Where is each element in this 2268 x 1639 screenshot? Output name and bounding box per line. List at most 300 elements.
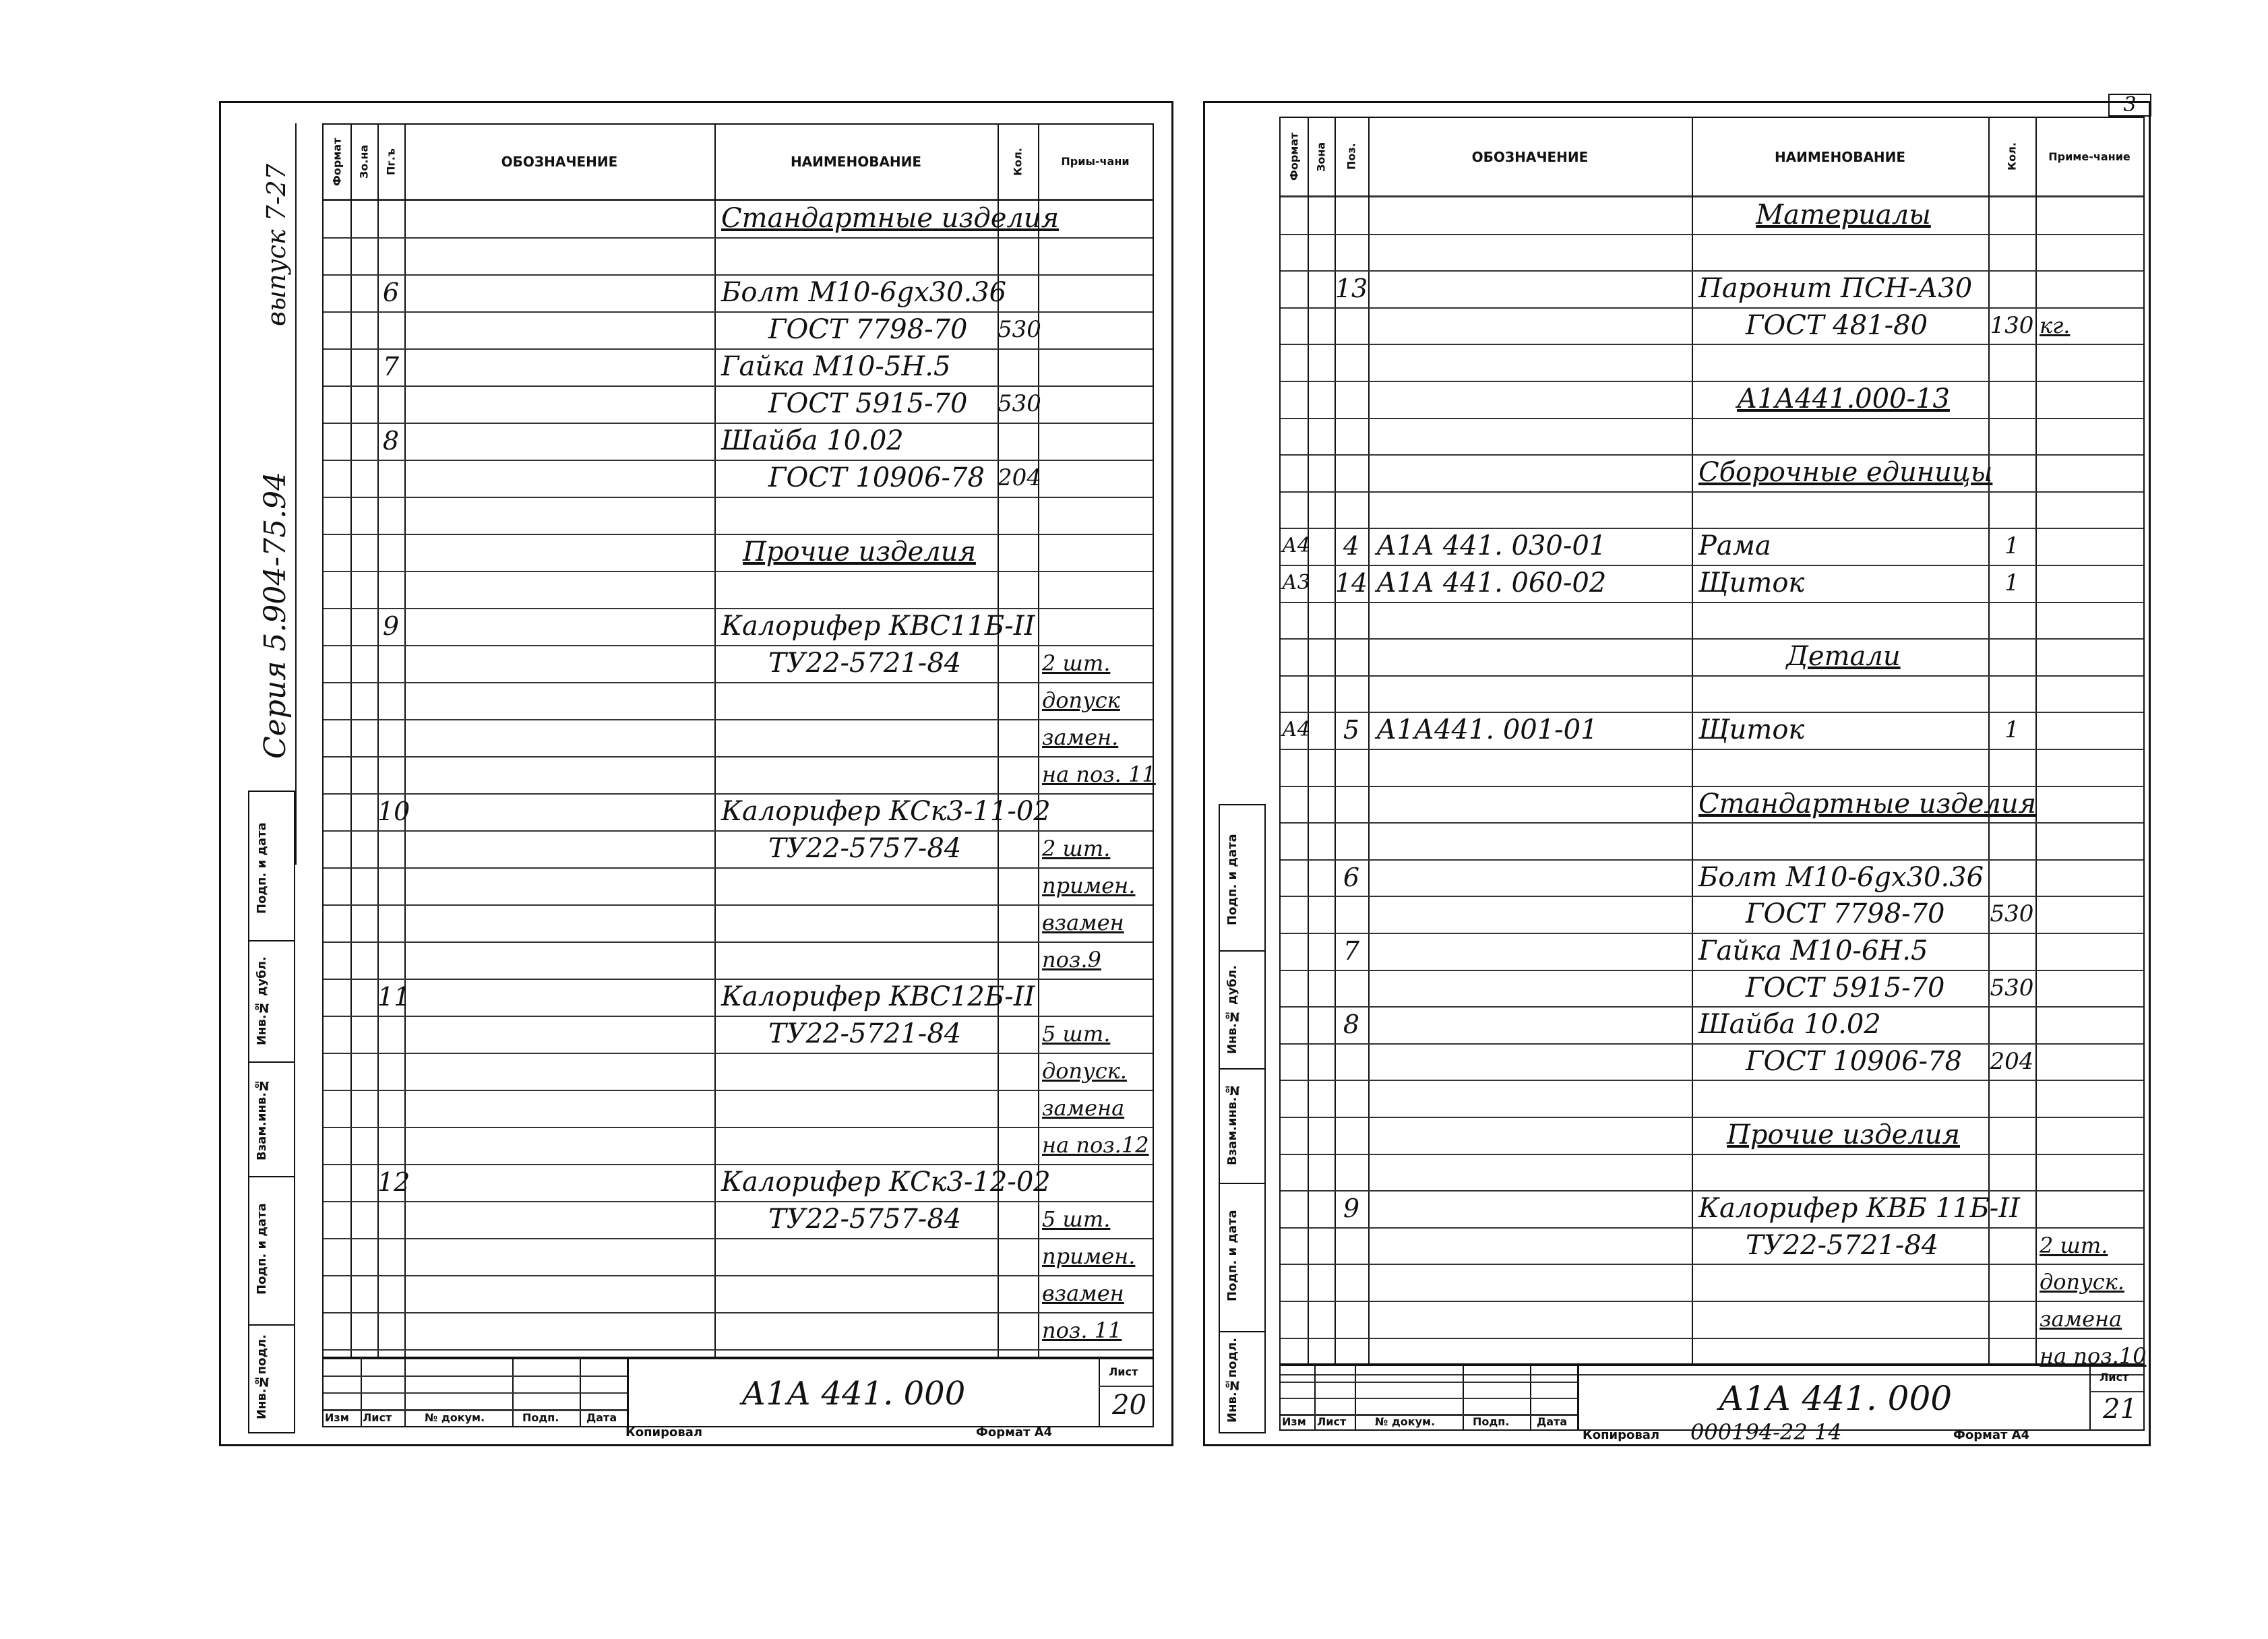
row-qty	[998, 237, 1038, 274]
row-qty	[1988, 1154, 2035, 1191]
row-qty	[998, 1275, 1038, 1312]
row-qty	[1988, 859, 2035, 896]
row-qty	[998, 1016, 1038, 1053]
row-des	[412, 941, 714, 979]
row-name: ГОСТ 10906-78	[768, 462, 985, 493]
right-inv-dubl-label: Инв.№ дубл.	[1225, 965, 1239, 1054]
row-des	[412, 1090, 714, 1127]
row-des	[412, 385, 714, 423]
left-doc-code: А1А 441. 000	[741, 1375, 966, 1413]
row-note	[2040, 491, 2143, 528]
row-name	[1692, 491, 1988, 528]
row-qty	[1988, 675, 2035, 712]
row-note	[2040, 859, 2143, 896]
row-pos	[377, 1312, 404, 1349]
row-name	[714, 1127, 998, 1164]
row-des	[1376, 675, 1692, 712]
row-name: Шайба 10.02	[721, 425, 904, 456]
row-name	[714, 1238, 998, 1275]
row-name: ГОСТ 7798-70	[768, 314, 968, 345]
row-pos: 6	[382, 278, 400, 307]
row-name	[714, 682, 998, 719]
row-des	[1376, 1043, 1692, 1080]
row-des	[412, 756, 714, 793]
row-qty: 1	[2004, 569, 2019, 596]
row-pos	[1335, 418, 1368, 455]
row-pos	[1335, 786, 1368, 823]
row-name	[1692, 344, 1988, 381]
row-name: ГОСТ 481-80	[1746, 309, 1928, 341]
row-note	[1042, 979, 1153, 1016]
row-qty	[1988, 1227, 2035, 1264]
right-doc-code: А1А 441. 000	[1719, 1379, 1953, 1418]
row-fmt	[1281, 1006, 1309, 1043]
left-stamp-podp: Подп.	[522, 1411, 559, 1424]
row-pos	[1335, 234, 1368, 271]
row-des	[412, 867, 714, 904]
row-qty: 530	[1990, 900, 2034, 928]
right-podp-data2-label: Подп. и дата	[1225, 1210, 1239, 1301]
row-name	[1692, 1080, 1988, 1117]
row-qty	[998, 979, 1038, 1016]
row-note	[1042, 608, 1153, 645]
row-pos: 11	[377, 982, 410, 1012]
row-fmt	[1281, 1301, 1309, 1338]
row-fmt	[1281, 933, 1309, 970]
row-pos	[377, 719, 404, 756]
row-name	[714, 1090, 998, 1127]
row-fmt	[1281, 270, 1309, 307]
left-header-note: Приы-чани	[1061, 155, 1130, 168]
row-pos	[377, 497, 404, 534]
row-name	[1692, 602, 1988, 639]
row-pos	[1335, 307, 1368, 344]
row-pos	[1335, 822, 1368, 859]
left-inv-podl-label: Инв.№подл.	[255, 1334, 269, 1420]
row-qty: 204	[998, 464, 1041, 491]
row-pos	[377, 1238, 404, 1275]
row-note: допуск.	[1042, 1058, 1127, 1084]
row-des	[412, 682, 714, 719]
row-fmt	[1281, 197, 1309, 234]
row-note	[2040, 675, 2143, 712]
row-note: поз. 11	[1042, 1318, 1122, 1343]
row-des	[412, 719, 714, 756]
row-pos	[1335, 1043, 1368, 1080]
row-name: ТУ22-5757-84	[768, 1204, 962, 1235]
row-pos	[1335, 491, 1368, 528]
row-fmt	[1281, 1227, 1309, 1264]
row-name	[714, 719, 998, 756]
row-note	[1042, 274, 1153, 311]
row-qty: 530	[1990, 974, 2034, 1001]
row-name	[714, 941, 998, 979]
row-des	[1376, 1006, 1692, 1043]
row-des	[412, 200, 714, 237]
row-name: Стандартные изделия	[1698, 788, 2037, 819]
row-des	[1376, 933, 1692, 970]
row-des: А1А441. 001-01	[1376, 714, 1598, 746]
right-vzam-inv-label: Взам.инв.№	[1225, 1082, 1239, 1166]
row-des	[1376, 1117, 1692, 1154]
row-note	[2040, 1117, 2143, 1154]
row-pos	[377, 830, 404, 867]
row-des	[412, 1201, 714, 1238]
row-qty	[998, 348, 1038, 385]
row-note: поз.9	[1042, 947, 1101, 972]
row-des	[412, 1016, 714, 1053]
row-qty	[1988, 933, 2035, 970]
row-qty	[998, 534, 1038, 571]
left-header-pos: Пг.ъ	[384, 148, 398, 175]
row-note	[1042, 497, 1153, 534]
row-qty	[998, 719, 1038, 756]
row-qty	[998, 793, 1038, 830]
row-pos	[1335, 1264, 1368, 1301]
left-stamp-data: Дата	[586, 1411, 617, 1424]
row-des	[412, 645, 714, 682]
row-name: Прочие изделия	[1727, 1119, 1960, 1150]
right-header-designation: ОБОЗНАЧЕНИЕ	[1471, 148, 1589, 165]
row-note	[2040, 344, 2143, 381]
row-pos: 9	[1343, 1194, 1360, 1224]
row-name: Детали	[1786, 641, 1901, 673]
row-pos	[377, 311, 404, 348]
row-des	[1376, 896, 1692, 933]
row-name: ТУ22-5721-84	[768, 1018, 962, 1049]
row-des	[412, 534, 714, 571]
row-fmt	[1281, 1190, 1309, 1227]
row-note	[2040, 1154, 2143, 1191]
row-fmt	[1281, 1043, 1309, 1080]
row-qty: 530	[998, 316, 1041, 343]
row-qty	[998, 1238, 1038, 1275]
row-des	[412, 1127, 714, 1164]
row-name: ГОСТ 5915-70	[768, 388, 968, 419]
row-note	[2040, 749, 2143, 786]
right-stamp-list: Лист	[1317, 1415, 1347, 1428]
left-kopiroval: Копировал	[625, 1425, 703, 1440]
row-note	[2040, 565, 2143, 602]
row-des	[412, 423, 714, 460]
row-pos: 7	[382, 352, 400, 381]
row-fmt	[1281, 859, 1309, 896]
row-note	[1042, 571, 1153, 608]
row-note	[2040, 270, 2143, 307]
row-pos	[1335, 675, 1368, 712]
row-fmt: А4	[1282, 534, 1310, 558]
row-qty	[1988, 197, 2035, 234]
row-note: на поз. 11	[1042, 762, 1156, 787]
row-pos	[1335, 970, 1368, 1007]
row-qty: 204	[1990, 1047, 2034, 1075]
row-note	[2040, 896, 2143, 933]
left-header-format: Формат	[330, 137, 344, 186]
row-pos	[377, 237, 404, 274]
row-name	[714, 756, 998, 793]
row-fmt	[1281, 1264, 1309, 1301]
row-name: ТУ22-5721-84	[768, 648, 962, 679]
row-des	[1376, 638, 1692, 675]
row-note	[2040, 970, 2143, 1007]
row-fmt	[1281, 381, 1309, 418]
row-note: 5 шт.	[1042, 1206, 1111, 1232]
row-qty	[1988, 491, 2035, 528]
row-note: примен.	[1042, 1243, 1136, 1269]
row-name: Рама	[1698, 530, 1771, 562]
row-qty	[998, 608, 1038, 645]
right-podp-data-label: Подп. и дата	[1225, 834, 1239, 926]
row-qty	[998, 645, 1038, 682]
row-note	[2040, 234, 2143, 271]
row-des	[1376, 381, 1692, 418]
row-qty	[998, 1312, 1038, 1349]
row-name	[1692, 1154, 1988, 1191]
row-pos	[377, 941, 404, 979]
row-fmt	[1281, 822, 1309, 859]
row-des	[1376, 602, 1692, 639]
row-pos: 13	[1335, 274, 1368, 304]
row-name	[714, 497, 998, 534]
right-sheet-number: 21	[2103, 1394, 2137, 1425]
row-qty	[1988, 1006, 2035, 1043]
row-name: Калорифер КСк3-12-02	[721, 1167, 1051, 1198]
row-pos: 7	[1343, 936, 1360, 966]
row-note	[2040, 822, 2143, 859]
row-note	[1042, 460, 1153, 497]
row-name	[1692, 1301, 1988, 1338]
row-qty: 1	[2004, 716, 2019, 744]
row-name: А1А441.000-13	[1737, 383, 1950, 414]
row-des	[412, 348, 714, 385]
row-des	[412, 793, 714, 830]
row-note: кг.	[2040, 312, 2071, 338]
row-note	[2040, 1190, 2143, 1227]
row-pos: 6	[1343, 862, 1360, 892]
row-des: А1А 441. 060-02	[1376, 567, 1607, 598]
row-qty	[998, 1090, 1038, 1127]
row-pos: 8	[382, 426, 400, 456]
row-pos	[377, 571, 404, 608]
row-name: Паронит ПСН-А30	[1698, 273, 1973, 305]
row-qty	[998, 904, 1038, 941]
row-note	[2040, 712, 2143, 749]
row-fmt	[1281, 602, 1309, 639]
row-pos	[1335, 454, 1368, 491]
row-name: Болт М10-6gх30.36	[1698, 861, 1984, 893]
right-copy-code: 000194-22 14	[1690, 1419, 1842, 1445]
row-name: Калорифер КВС11Б-II	[721, 611, 1035, 642]
row-des	[1376, 786, 1692, 823]
row-fmt	[1281, 1117, 1309, 1154]
row-name	[1692, 418, 1988, 455]
left-vzam-inv-label: Взам.инв.№	[255, 1078, 269, 1161]
row-name: Щиток	[1698, 567, 1805, 598]
row-des	[412, 830, 714, 867]
row-note: взамен	[1042, 1280, 1124, 1306]
row-name	[1692, 675, 1988, 712]
left-sheet	[219, 101, 1173, 1446]
row-name: Калорифер КСк3-11-02	[721, 796, 1051, 827]
left-sheet-label: Лист	[1109, 1365, 1138, 1378]
row-note: 2 шт.	[1042, 836, 1111, 861]
row-note	[1042, 1164, 1153, 1201]
right-format: Формат А4	[1953, 1428, 2030, 1442]
row-qty	[998, 1201, 1038, 1238]
row-name	[1692, 749, 1988, 786]
left-stamp-izm: Изм	[325, 1411, 349, 1424]
row-pos: 8	[1343, 1010, 1360, 1040]
right-stamp-izm: Изм	[1282, 1415, 1306, 1428]
row-pos	[1335, 344, 1368, 381]
row-name: Материалы	[1756, 199, 1931, 230]
right-sheet-label: Лист	[2100, 1371, 2129, 1384]
left-header-zone: Зо.на	[357, 144, 371, 179]
row-note	[1042, 311, 1153, 348]
left-stamp-list: Лист	[363, 1411, 392, 1424]
row-name	[1692, 234, 1988, 271]
right-header-zone: Зона	[1314, 142, 1328, 172]
row-name	[714, 1312, 998, 1349]
right-corner-box: 3	[2108, 94, 2151, 117]
row-name	[714, 1275, 998, 1312]
row-note	[2040, 786, 2143, 823]
row-qty	[998, 941, 1038, 979]
row-fmt	[1281, 749, 1309, 786]
row-note	[1042, 348, 1153, 385]
row-des	[412, 274, 714, 311]
row-note	[2040, 602, 2143, 639]
row-pos	[377, 1053, 404, 1090]
row-des	[412, 1053, 714, 1090]
row-pos	[377, 867, 404, 904]
row-name: Шайба 10.02	[1698, 1009, 1881, 1041]
row-note	[2040, 418, 2143, 455]
row-des	[1376, 749, 1692, 786]
row-pos	[1335, 1301, 1368, 1338]
row-name: Сборочные единицы	[1698, 457, 1993, 489]
row-pos	[377, 385, 404, 423]
row-pos	[377, 904, 404, 941]
row-qty	[998, 200, 1038, 237]
row-note: замен.	[1042, 724, 1119, 750]
row-note	[1042, 200, 1153, 237]
right-header-name: НАИМЕНОВАНИЕ	[1774, 148, 1906, 165]
row-qty	[1988, 822, 2035, 859]
row-note	[1042, 237, 1153, 274]
row-name: Гайка М10-5Н.5	[721, 351, 951, 382]
row-qty	[1988, 1190, 2035, 1227]
row-note: допуск	[1042, 687, 1120, 713]
row-pos	[1335, 1154, 1368, 1191]
row-qty	[1988, 786, 2035, 823]
row-note	[2040, 381, 2143, 418]
row-pos	[377, 1016, 404, 1053]
row-fmt	[1281, 1080, 1309, 1117]
row-name: Щиток	[1698, 714, 1805, 746]
row-name: ГОСТ 10906-78	[1746, 1045, 1962, 1077]
row-name: ГОСТ 5915-70	[1746, 972, 1945, 1003]
row-qty	[1988, 418, 2035, 455]
right-inv-podl-label: Инв.№подл.	[1225, 1337, 1239, 1423]
row-qty	[998, 274, 1038, 311]
row-name: Калорифер КВБ 11Б-II	[1698, 1193, 2020, 1225]
row-name	[714, 867, 998, 904]
left-stamp-n-dokum: № докум.	[425, 1411, 485, 1424]
row-pos: 14	[1335, 568, 1368, 598]
row-des	[412, 979, 714, 1016]
row-qty: 530	[998, 390, 1041, 417]
row-qty	[1988, 638, 2035, 675]
row-fmt	[1281, 454, 1309, 491]
row-note: примен.	[1042, 873, 1136, 898]
left-header-name: НАИМЕНОВАНИЕ	[790, 154, 922, 170]
right-header-note: Приме-чание	[2048, 150, 2131, 163]
row-pos	[377, 460, 404, 497]
row-des	[412, 608, 714, 645]
row-qty: 130	[1990, 311, 2034, 339]
row-qty	[998, 497, 1038, 534]
row-fmt	[1281, 675, 1309, 712]
row-des	[412, 571, 714, 608]
row-name: Калорифер КВС12Б-II	[721, 981, 1035, 1012]
row-des	[412, 497, 714, 534]
right-header-qty: Кол.	[2005, 142, 2019, 171]
row-qty	[998, 756, 1038, 793]
row-fmt	[1281, 638, 1309, 675]
row-name: ГОСТ 7798-70	[1746, 898, 1945, 930]
row-qty	[998, 830, 1038, 867]
row-des	[1376, 970, 1692, 1007]
row-qty	[1988, 344, 2035, 381]
row-qty	[998, 1164, 1038, 1201]
row-note	[1042, 423, 1153, 460]
row-qty	[1988, 602, 2035, 639]
left-header-designation: ОБОЗНАЧЕНИЕ	[501, 154, 618, 170]
row-fmt	[1281, 491, 1309, 528]
row-name: Гайка М10-6Н.5	[1698, 935, 1928, 966]
row-note: замена	[1042, 1095, 1125, 1121]
row-note	[1042, 385, 1153, 423]
left-inv-dubl-label: Инв.№ дубл.	[255, 956, 269, 1046]
left-title-block	[322, 1357, 1154, 1427]
row-note	[2040, 1006, 2143, 1043]
row-note	[1042, 793, 1153, 830]
row-pos	[377, 1201, 404, 1238]
row-pos	[377, 534, 404, 571]
row-note: 2 шт.	[1042, 650, 1111, 676]
row-fmt	[1281, 970, 1309, 1007]
left-podp-data-label: Подп. и дата	[255, 822, 269, 914]
row-fmt	[1281, 786, 1309, 823]
row-des	[1376, 197, 1692, 234]
row-note: на поз.10	[2040, 1342, 2147, 1369]
row-name	[1692, 1264, 1988, 1301]
row-qty	[1988, 1117, 2035, 1154]
row-fmt	[1281, 307, 1309, 344]
row-pos	[377, 645, 404, 682]
row-note	[2040, 454, 2143, 491]
row-qty	[1988, 1080, 2035, 1117]
row-note: на поз.12	[1042, 1132, 1149, 1158]
row-qty	[1988, 749, 2035, 786]
row-note	[2040, 1080, 2143, 1117]
row-des	[412, 1312, 714, 1349]
row-pos: 5	[1343, 715, 1360, 745]
row-pos: 4	[1343, 531, 1360, 561]
row-fmt	[1281, 344, 1309, 381]
row-pos	[1335, 1080, 1368, 1117]
